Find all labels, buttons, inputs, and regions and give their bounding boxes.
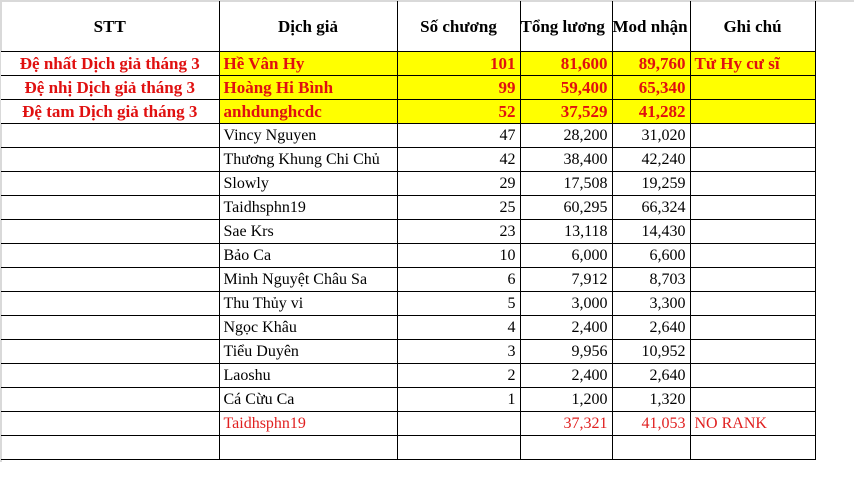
rank-cell[interactable] <box>1 268 219 292</box>
chapters-cell[interactable]: 42 <box>397 148 520 172</box>
rank-cell[interactable] <box>1 148 219 172</box>
top-row-2 <box>1 76 815 100</box>
chapters-cell[interactable]: 2 <box>397 364 520 388</box>
rank-cell[interactable]: Đệ nhị Dịch giả tháng 3 <box>1 76 219 100</box>
salary-cell[interactable]: 1,200 <box>520 388 612 412</box>
chapters-cell[interactable]: 6 <box>397 268 520 292</box>
salary-cell[interactable]: 3,000 <box>520 292 612 316</box>
rank-cell[interactable] <box>1 244 219 268</box>
note-cell[interactable] <box>690 220 815 244</box>
chapters-cell[interactable]: 10 <box>397 244 520 268</box>
translator-cell[interactable]: Tiểu Duyên <box>219 340 397 364</box>
salary-cell[interactable]: 13,118 <box>520 220 612 244</box>
chapters-cell[interactable]: 25 <box>397 196 520 220</box>
table-row <box>1 268 815 292</box>
mod-cell[interactable]: 3,300 <box>612 292 690 316</box>
table-row <box>1 388 815 412</box>
mod-cell[interactable]: 14,430 <box>612 220 690 244</box>
rank-cell[interactable]: Đệ nhất Dịch giả tháng 3 <box>1 52 219 76</box>
mod-cell[interactable]: 89,760 <box>612 52 690 76</box>
mod-cell[interactable]: 65,340 <box>612 76 690 100</box>
table-row <box>1 292 815 316</box>
mod-cell[interactable]: 41,053 <box>612 412 690 436</box>
note-cell[interactable] <box>690 172 815 196</box>
translator-cell[interactable]: Bảo Ca <box>219 244 397 268</box>
salary-table <box>1 1 816 460</box>
salary-cell[interactable]: 60,295 <box>520 196 612 220</box>
note-cell[interactable] <box>690 292 815 316</box>
mod-cell[interactable]: 19,259 <box>612 172 690 196</box>
mod-cell[interactable]: 2,640 <box>612 316 690 340</box>
note-cell[interactable] <box>690 268 815 292</box>
salary-cell[interactable]: 9,956 <box>520 340 612 364</box>
note-cell[interactable] <box>690 124 815 148</box>
salary-cell[interactable]: 2,400 <box>520 316 612 340</box>
translator-cell[interactable] <box>219 436 397 460</box>
chapters-cell[interactable]: 29 <box>397 172 520 196</box>
table-row <box>1 244 815 268</box>
chapters-cell[interactable]: 101 <box>397 52 520 76</box>
table-row <box>1 316 815 340</box>
rank-cell[interactable] <box>1 316 219 340</box>
mod-cell[interactable]: 6,600 <box>612 244 690 268</box>
translator-cell[interactable]: Vincy Nguyen <box>219 124 397 148</box>
salary-cell[interactable]: 81,600 <box>520 52 612 76</box>
note-cell[interactable] <box>690 196 815 220</box>
chapters-cell[interactable]: 23 <box>397 220 520 244</box>
translator-cell[interactable]: anhdunghcdc <box>219 100 397 124</box>
note-cell[interactable] <box>690 340 815 364</box>
translator-cell[interactable]: Sae Krs <box>219 220 397 244</box>
mod-cell[interactable]: 31,020 <box>612 124 690 148</box>
table-row <box>1 340 815 364</box>
translator-cell[interactable]: Minh Nguyệt Châu Sa <box>219 268 397 292</box>
chapters-cell[interactable]: 1 <box>397 388 520 412</box>
rank-cell[interactable] <box>1 340 219 364</box>
header-mod[interactable]: Mod nhận <box>612 1 690 52</box>
rank-cell[interactable] <box>1 364 219 388</box>
note-cell[interactable]: NO RANK <box>690 412 815 436</box>
mod-cell[interactable]: 42,240 <box>612 148 690 172</box>
table-row <box>1 364 815 388</box>
salary-cell[interactable] <box>520 436 612 460</box>
header-salary[interactable]: Tổng lương <box>520 1 612 52</box>
chapters-cell[interactable]: 4 <box>397 316 520 340</box>
mod-cell[interactable]: 1,320 <box>612 388 690 412</box>
rank-cell[interactable] <box>1 388 219 412</box>
salary-cell[interactable]: 17,508 <box>520 172 612 196</box>
table-row <box>1 220 815 244</box>
salary-cell[interactable]: 28,200 <box>520 124 612 148</box>
rank-cell[interactable] <box>1 124 219 148</box>
translator-cell[interactable]: Thu Thủy vi <box>219 292 397 316</box>
translator-cell[interactable]: Thương Khung Chi Chủ <box>219 148 397 172</box>
rank-cell[interactable] <box>1 220 219 244</box>
note-cell[interactable] <box>690 76 815 100</box>
translator-cell[interactable]: Slowly <box>219 172 397 196</box>
note-cell[interactable] <box>690 100 815 124</box>
translator-cell[interactable]: Cá Cừu Ca <box>219 388 397 412</box>
note-cell[interactable] <box>690 388 815 412</box>
header-note[interactable]: Ghi chú <box>690 1 815 52</box>
salary-cell[interactable]: 2,400 <box>520 364 612 388</box>
mod-cell[interactable]: 8,703 <box>612 268 690 292</box>
chapters-cell[interactable]: 99 <box>397 76 520 100</box>
chapters-cell[interactable]: 52 <box>397 100 520 124</box>
chapters-cell[interactable]: 47 <box>397 124 520 148</box>
chapters-cell[interactable]: 3 <box>397 340 520 364</box>
no-rank-row <box>1 412 815 436</box>
chapters-cell[interactable]: 5 <box>397 292 520 316</box>
rank-cell[interactable] <box>1 436 219 460</box>
rank-cell[interactable] <box>1 292 219 316</box>
chapters-cell[interactable] <box>397 412 520 436</box>
chapters-cell[interactable] <box>397 436 520 460</box>
mod-cell[interactable]: 2,640 <box>612 364 690 388</box>
mod-cell[interactable] <box>612 436 690 460</box>
note-cell[interactable] <box>690 148 815 172</box>
note-cell[interactable] <box>690 244 815 268</box>
empty-row <box>1 436 815 460</box>
translator-cell[interactable]: Ngọc Khâu <box>219 316 397 340</box>
table-row <box>1 196 815 220</box>
header-stt[interactable]: STT <box>1 1 219 52</box>
note-cell[interactable] <box>690 436 815 460</box>
translator-cell[interactable]: Taidhsphn19 <box>219 196 397 220</box>
salary-cell[interactable]: 59,400 <box>520 76 612 100</box>
header-translator[interactable]: Dịch giả <box>219 1 397 52</box>
translator-cell[interactable]: Laoshu <box>219 364 397 388</box>
table-row <box>1 172 815 196</box>
rank-cell[interactable] <box>1 196 219 220</box>
table-row <box>1 148 815 172</box>
top-row-1 <box>1 52 815 76</box>
rank-cell[interactable] <box>1 172 219 196</box>
note-cell[interactable] <box>690 364 815 388</box>
rank-cell[interactable]: Đệ tam Dịch giả tháng 3 <box>1 100 219 124</box>
salary-cell[interactable]: 7,912 <box>520 268 612 292</box>
mod-cell[interactable]: 66,324 <box>612 196 690 220</box>
mod-cell[interactable]: 41,282 <box>612 100 690 124</box>
table-row <box>1 124 815 148</box>
salary-cell[interactable]: 37,321 <box>520 412 612 436</box>
mod-cell[interactable]: 10,952 <box>612 340 690 364</box>
translator-cell[interactable]: Hoàng Hi Bình <box>219 76 397 100</box>
salary-cell[interactable]: 38,400 <box>520 148 612 172</box>
note-cell[interactable] <box>690 316 815 340</box>
salary-cell[interactable]: 37,529 <box>520 100 612 124</box>
header-row <box>1 1 815 52</box>
salary-cell[interactable]: 6,000 <box>520 244 612 268</box>
rank-cell[interactable] <box>1 412 219 436</box>
note-cell[interactable]: Tử Hy cư sĩ <box>690 52 815 76</box>
translator-cell[interactable]: Taidhsphn19 <box>219 412 397 436</box>
top-row-3 <box>1 100 815 124</box>
header-chapters[interactable]: Số chương <box>397 1 520 52</box>
translator-cell[interactable]: Hề Vân Hy <box>219 52 397 76</box>
